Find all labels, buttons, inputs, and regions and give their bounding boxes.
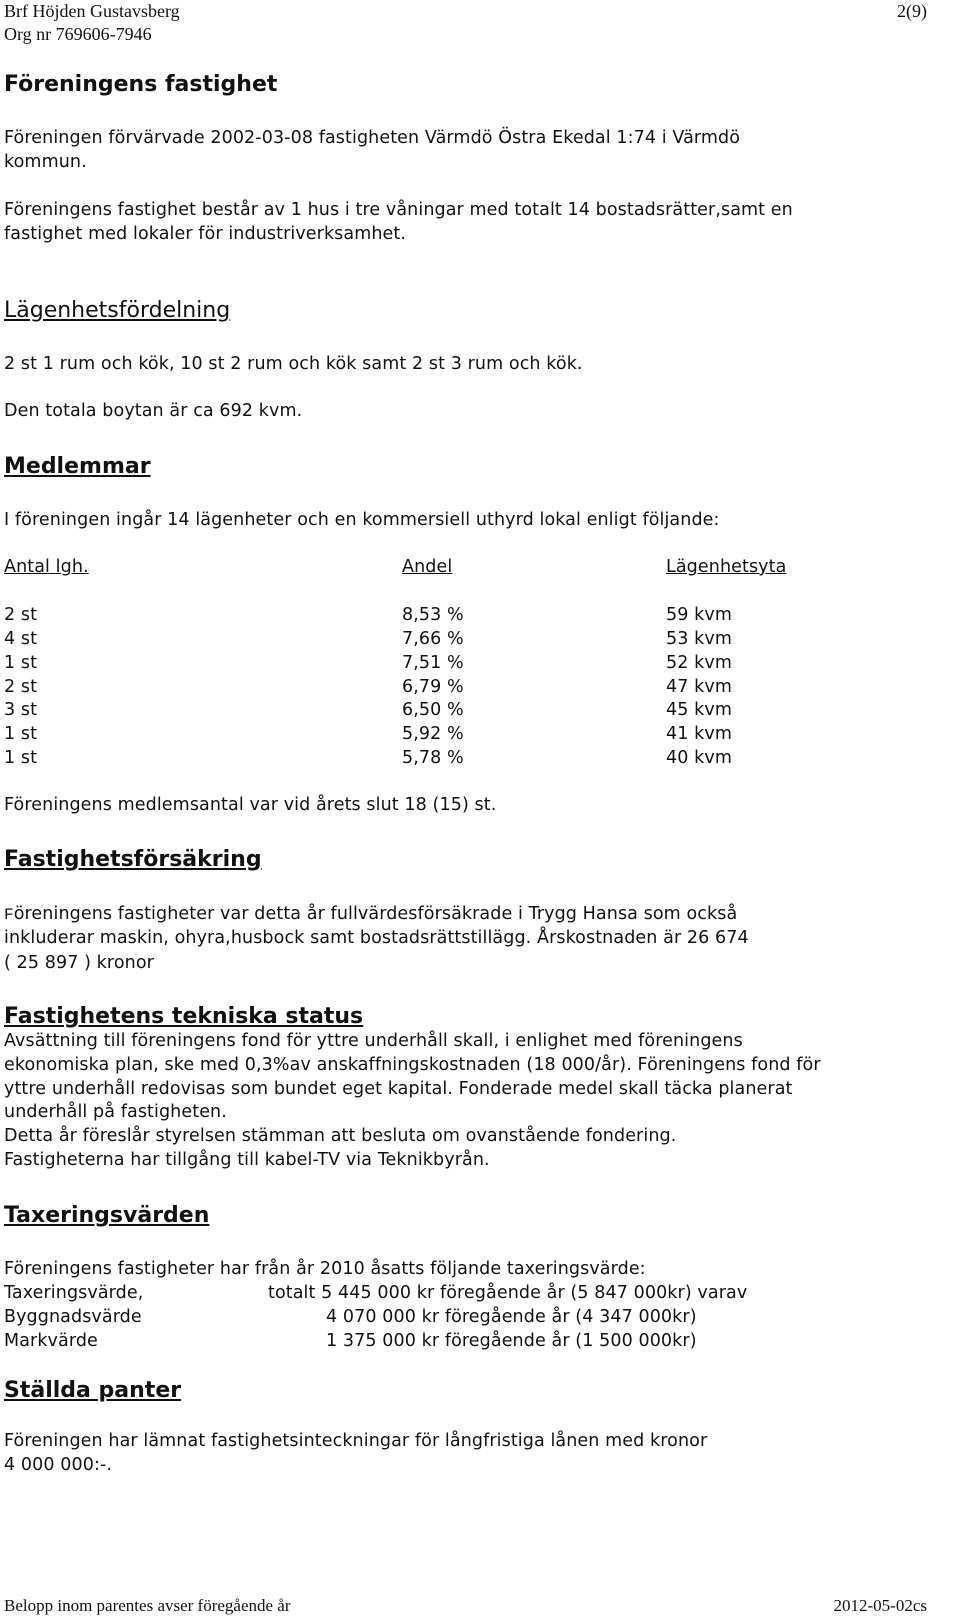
table-row-yta: 59 kvm [666, 605, 732, 625]
table-row-yta: 52 kvm [666, 653, 732, 673]
paragraph-line: Detta år föreslår styrelsen stämman att besluta om ovanstående fondering. [4, 1126, 677, 1146]
section-title-medlemmar: Medlemmar [4, 454, 151, 479]
section-title-tekniska-status: Fastighetens tekniska status [4, 1004, 364, 1029]
table-row-andel: 5,78 % [402, 748, 464, 768]
paragraph-line: Föreningens fastighet består av 1 hus i tre våningar med totalt 14 bostadsrätter,samt en [4, 200, 793, 220]
tax-row-label: Markvärde [4, 1331, 98, 1351]
section-title-lagenhetsfordelning: Lägenhetsfördelning [4, 298, 231, 323]
paragraph-line: underhåll på fastigheten. [4, 1102, 227, 1122]
paragraph-line: Föreningens medlemsantal var vid årets slut 18 (15) st. [4, 795, 497, 815]
paragraph-line: inkluderar maskin, ohyra,husbock samt bostadsrättstillägg. Årskostnaden är 26 674 [4, 928, 749, 948]
column-header-andel: Andel [402, 557, 453, 577]
paragraph-line [4, 904, 737, 924]
table-row-andel: 5,92 % [402, 724, 464, 744]
table-row-antal: 1 st [4, 653, 38, 673]
paragraph-line: ( 25 897 ) kronor [4, 953, 154, 973]
paragraph-line: Föreningens fastigheter har från år 2010 åsatts följande taxeringsvärde: [4, 1259, 646, 1279]
table-row-yta: 41 kvm [666, 724, 732, 744]
tax-row-value: totalt 5 445 000 kr föregående år (5 847 000kr) varav [268, 1283, 748, 1303]
section-title-stallda-panter: Ställda panter [4, 1378, 182, 1403]
page-number: 2(9) [897, 1, 927, 21]
table-row-antal: 3 st [4, 700, 38, 720]
table-row-andel: 8,53 % [402, 605, 464, 625]
paragraph-line: fastighet med lokaler för industriverksamhet. [4, 224, 407, 244]
org-number: Org nr 769606-7946 [4, 24, 152, 44]
table-row-andel: 7,66 % [402, 629, 464, 649]
paragraph-line: yttre underhåll redovisas som bundet eget kapital. Fonderade medel skall täcka planerat [4, 1079, 793, 1099]
tax-row-label: Byggnadsvärde [4, 1307, 142, 1327]
tax-row-value: 4 070 000 kr föregående år (4 347 000kr) [326, 1307, 697, 1327]
paragraph-line: Fastigheterna har tillgång till kabel-TV via Teknikbyrån. [4, 1150, 490, 1170]
table-row-antal: 2 st [4, 677, 38, 697]
table-row-antal: 4 st [4, 629, 38, 649]
paragraph-line: 4 000 000:-. [4, 1455, 113, 1475]
paragraph-line: 2 st 1 rum och kök, 10 st 2 rum och kök samt 2 st 3 rum och kök. [4, 354, 583, 374]
column-header-antal: Antal lgh. [4, 557, 89, 577]
paragraph-line: Den totala boytan är ca 692 kvm. [4, 401, 303, 421]
tax-row-label: Taxeringsvärde, [4, 1283, 144, 1303]
paragraph-line: Föreningen har lämnat fastighetsinteckningar för långfristiga lånen med kronor [4, 1431, 708, 1451]
paragraph-line: Föreningen förvärvade 2002-03-08 fastigheten Värmdö Östra Ekedal 1:74 i Värmdö [4, 128, 741, 148]
paragraph-line: Avsättning till föreningens fond för yttre underhåll skall, i enlighet med föreningens [4, 1031, 743, 1051]
table-row-yta: 40 kvm [666, 748, 732, 768]
paragraph-line: I föreningen ingår 14 lägenheter och en kommersiell uthyrd lokal enligt följande: [4, 510, 720, 530]
tax-row-value: 1 375 000 kr föregående år (1 500 000kr) [326, 1331, 697, 1351]
table-row-yta: 53 kvm [666, 629, 732, 649]
org-name: Brf Höjden Gustavsberg [4, 1, 180, 21]
table-row-yta: 47 kvm [666, 677, 732, 697]
table-row-antal: 1 st [4, 748, 38, 768]
table-row-antal: 1 st [4, 724, 38, 744]
section-title-taxeringsvarden: Taxeringsvärden [4, 1203, 210, 1228]
paragraph-line: ekonomiska plan, ske med 0,3%av anskaffningskostnaden (18 000/år). Föreningens fond för [4, 1055, 821, 1075]
paragraph-initial: F [4, 906, 14, 924]
footer-note: Belopp inom parentes avser föregående år [4, 1596, 291, 1615]
paragraph-line: kommun. [4, 152, 87, 172]
paragraph-rest: öreningens fastigheter var detta år fullvärdesförsäkrade i Trygg Hansa som också [13, 904, 738, 924]
table-row-yta: 45 kvm [666, 700, 732, 720]
section-title-fastighet: Föreningens fastighet [4, 72, 278, 97]
section-title-fastighetsforsakring: Fastighetsförsäkring [4, 847, 262, 872]
column-header-lagenhetsyta: Lägenhetsyta [666, 557, 787, 577]
footer-code: 2012-05-02cs [833, 1596, 927, 1615]
table-row-andel: 6,50 % [402, 700, 464, 720]
table-row-andel: 7,51 % [402, 653, 464, 673]
table-row-antal: 2 st [4, 605, 38, 625]
table-row-andel: 6,79 % [402, 677, 464, 697]
